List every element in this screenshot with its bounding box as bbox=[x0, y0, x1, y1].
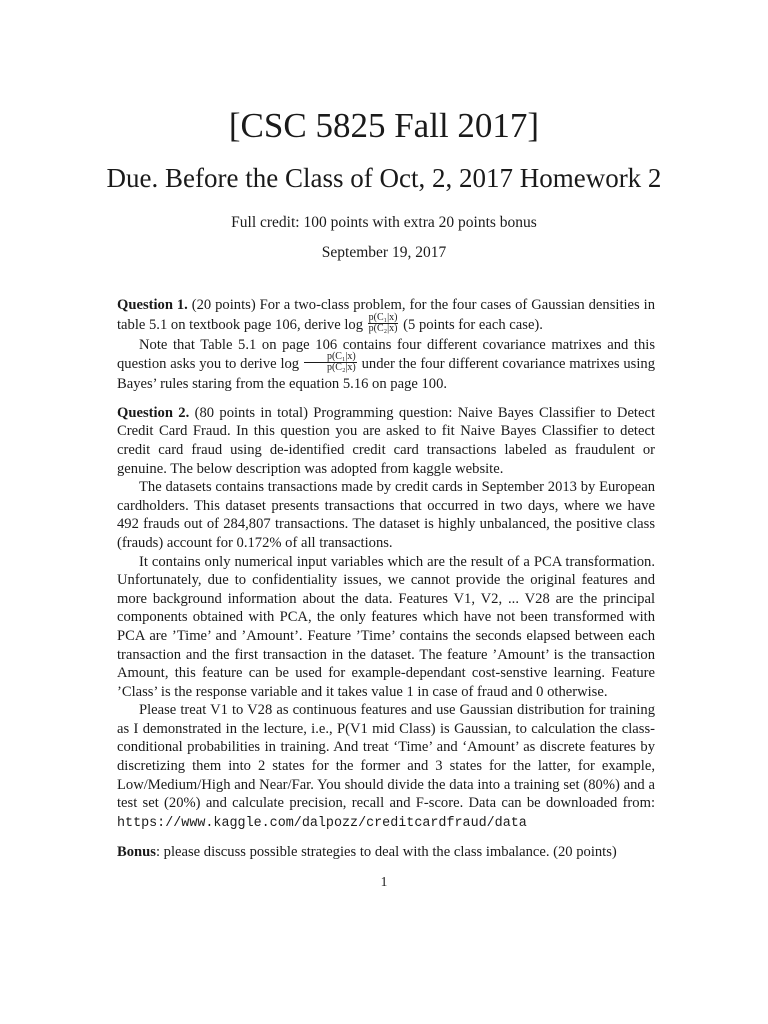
page-subtitle: Due. Before the Class of Oct, 2, 2017 Homework 2 bbox=[106, 163, 662, 193]
credit-line: Full credit: 100 points with extra 20 points bonus bbox=[231, 214, 537, 231]
dataset-description: The datasets contains transactions made by credit cards in September 2013 by European cardholders. This dataset presents transactions that occurred in two days, where we have 492 frauds out of 284,807 transactions. The dataset is highly unbalanced, the positive class (frauds) account for 0.172% of all transactions. bbox=[117, 479, 655, 551]
likelihood-ratio-fraction-2 bbox=[304, 352, 357, 373]
question-1-note-text-a: Note that Table 5.1 on page 106 contains four different covariance matrixes and this question asks you to derive log bbox=[117, 336, 655, 373]
bonus-label: Bonus bbox=[117, 844, 156, 861]
question-1-note-text-b: under the four different covariance matrixes using Bayes’ rules staring from the equation 5.16 on page 100. bbox=[117, 356, 655, 393]
question-1-text-a: (20 points) For a two-class problem, for the four cases of Gaussian densities in table 5.1 on textbook page 106, derive log bbox=[117, 297, 655, 333]
likelihood-ratio-fraction bbox=[368, 313, 399, 334]
bonus-paragraph bbox=[117, 843, 655, 862]
question-2-paragraph bbox=[117, 404, 655, 478]
question-2-text: (80 points in total) Programming question: Naive Bayes Classifier to Detect Credit Card Fraud. In this question you are asked to fit Naive Bayes Classifier to detect credit card fraud using de-identified credit card transactions labeled as fraudulent or genuine. The below description was adopted from kaggle website. bbox=[117, 404, 655, 477]
fraction-denominator-2: p(C₂|x) bbox=[326, 362, 356, 374]
date-line: September 19, 2017 bbox=[321, 244, 447, 261]
question-1-note bbox=[117, 336, 655, 394]
question-1-paragraph bbox=[117, 296, 655, 336]
fraction-numerator-2: p(C₁|x) bbox=[304, 352, 357, 363]
page-number: 1 bbox=[380, 874, 388, 889]
instructions-paragraph bbox=[117, 701, 655, 833]
fraction-numerator: p(C₁|x) bbox=[368, 311, 398, 323]
question-1-label: Question 1. bbox=[117, 297, 188, 313]
dataset-url: https://www.kaggle.com/dalpozz/creditcardfraud/data bbox=[117, 815, 527, 831]
question-2-label: Question 2. bbox=[117, 404, 190, 421]
fraction-denominator: p(C₂|x) bbox=[368, 322, 398, 334]
features-description: It contains only numerical input variables which are the result of a PCA transformation. Unfortunately, due to confidentiality issues, we cannot provide the original features and more background information about the data. Features V1, V2, ... V28 are the principal components obtained with PCA, the only features which have not been transformed with PCA are ’Time’ and ’Amount’. Feature ’Time’ contains the seconds elapsed between each transaction and the first transaction in the dataset. The feature ’Amount’ is the transaction Amount, this feature can be used for example-dependant cost-senstive learning. Feature ’Class’ is the response variable and it takes value 1 in case of fraud and 0 otherwise. bbox=[117, 553, 655, 700]
question-1-text-b: (5 points for each case). bbox=[399, 316, 543, 333]
page-title: [CSC 5825 Fall 2017] bbox=[228, 106, 540, 145]
instructions-text: Please treat V1 to V28 as continuous features and use Gaussian distribution for training as I demonstrated in the lecture, i.e., P(V1 mid Class) is Gaussian, to calculation the class-conditional probabilities in training. And treat ‘Time’ and ‘Amount’ as discrete features by discretizing them into 2 states for the former and 3 states for the latter, for example, Low/Medium/High and Near/Far. You should divide the data into a training set (80%) and a test set (20%) and calculate precision, recall and F-score. Data can be downloaded from: bbox=[117, 702, 655, 812]
document-body bbox=[117, 296, 655, 862]
bonus-text: : please discuss possible strategies to deal with the class imbalance. (20 points) bbox=[155, 844, 617, 861]
